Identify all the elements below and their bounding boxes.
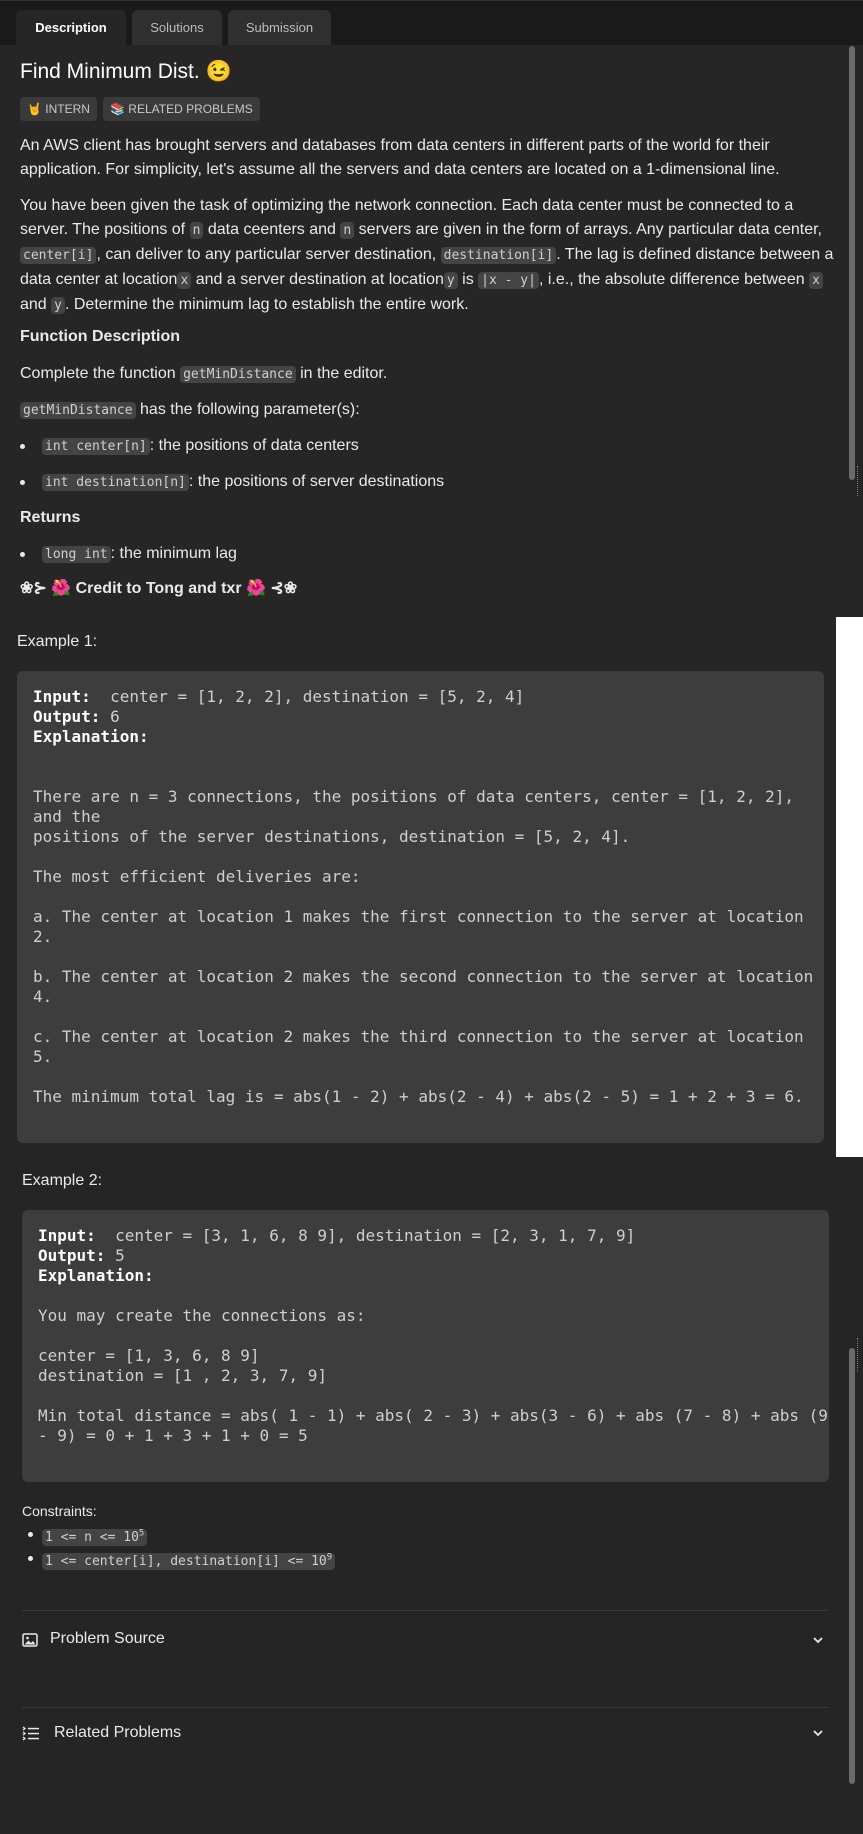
bullet-dot — [28, 1556, 33, 1561]
param-item — [20, 434, 359, 459]
inline-code: destination[i] — [441, 247, 557, 264]
scrollbar-thumb[interactable] — [849, 1348, 855, 1784]
task-text: and a server destination at location — [191, 271, 444, 288]
task-text: and — [20, 296, 52, 313]
divider — [22, 1707, 828, 1708]
explanation-line: - 9) = 0 + 1 + 3 + 1 + 0 = 5 — [38, 1426, 308, 1445]
chevron-down-icon — [812, 1727, 824, 1739]
returns-heading: Returns — [20, 509, 81, 526]
credit-line: ❀⊱ 🌺 Credit to Tong and txr 🌺 ⊰❀ — [20, 580, 298, 597]
complete-function-line — [20, 362, 835, 387]
accordion-label: Related Problems — [54, 1724, 182, 1741]
related-problems-accordion[interactable] — [22, 1715, 828, 1751]
image-icon — [22, 1632, 38, 1648]
output-label: Output: — [33, 707, 101, 726]
input-label: Input: — [38, 1226, 96, 1245]
inline-code: n — [190, 222, 204, 239]
constraint-exponent: 9 — [326, 1553, 333, 1563]
task-text: You have been given the task of optimizing the network connection. Each data center must be connected to a server. The positions of — [20, 197, 794, 238]
task-text: . Determine the minimum lag to establish the entire work. — [64, 296, 469, 313]
example2-label: Example 2: — [22, 1172, 103, 1189]
explanation-line: Min total distance = abs( 1 - 1) + abs( 2 - 3) + abs(3 - 6) + abs (7 - 8) + abs (9 — [38, 1406, 828, 1425]
task-text: data ceenters and — [203, 221, 341, 238]
inline-code: x — [177, 272, 191, 289]
example1-explanation — [33, 787, 813, 1107]
scrollbar-thumb[interactable] — [849, 46, 855, 480]
resize-handle[interactable] — [857, 466, 863, 496]
related-problems-badge[interactable]: 📚 RELATED PROBLEMS — [103, 97, 260, 121]
intro-paragraph: An AWS client has brought servers and databases from data centers in different parts of the world for their application. For simplicity, let's assume all the servers and data centers are located on a 1-dimensional line. — [20, 137, 780, 178]
output-value: 6 — [110, 707, 120, 726]
explanation-line: destination = [1 , 2, 3, 7, 9] — [38, 1366, 327, 1385]
inline-code: getMinDistance — [180, 366, 296, 383]
constraint-item — [22, 1524, 147, 1548]
tab-bar — [0, 0, 863, 45]
inline-code: |x - y| — [478, 272, 539, 289]
constraint-code — [42, 1553, 335, 1570]
explanation-line: center = [1, 3, 6, 8 9] — [38, 1346, 260, 1365]
output-label: Output: — [38, 1246, 106, 1265]
bullet-dot — [20, 552, 25, 557]
constraint-exponent: 5 — [138, 1529, 145, 1539]
explanation-line: 4. — [33, 987, 53, 1006]
inline-code: getMinDistance — [20, 402, 136, 419]
task-paragraph — [20, 194, 835, 318]
input-value: center = [1, 2, 2], destination = [5, 2, 4] — [110, 687, 525, 706]
explanation-line: b. The center at location 2 makes the second connection to the server at location — [33, 967, 814, 986]
returns-item — [20, 542, 237, 567]
task-text: , can deliver to any particular server destination, — [96, 246, 441, 263]
constraint-item — [22, 1548, 335, 1572]
task-text: servers are given in the form of arrays. Any particular data center, — [354, 221, 822, 238]
explanation-line: The most efficient deliveries are: — [33, 867, 361, 886]
list-icon — [22, 1724, 40, 1742]
constraint-code — [42, 1529, 147, 1546]
inline-code: center[i] — [20, 247, 96, 264]
explanation-label: Explanation: — [33, 727, 149, 746]
bullet-dot — [28, 1532, 33, 1537]
output-value: 5 — [115, 1246, 125, 1265]
input-value: center = [3, 1, 6, 8 9], destination = [2, 3, 1, 7, 9] — [115, 1226, 636, 1245]
side-white-panel — [836, 617, 863, 1157]
example1-block — [17, 671, 824, 1143]
param-text: : the positions of data centers — [149, 437, 359, 454]
function-description-heading: Function Description — [20, 328, 180, 345]
example2-io — [38, 1226, 828, 1446]
constraint-text: 1 <= center[i], destination[i] <= 10 — [45, 1554, 327, 1570]
divider — [22, 1610, 828, 1611]
inline-code: y — [444, 272, 458, 289]
explanation-line: a. The center at location 1 makes the first connection to the server at location — [33, 907, 804, 926]
input-label: Input: — [33, 687, 91, 706]
explanation-line: positions of the server destinations, destination = [5, 2, 4]. — [33, 827, 631, 846]
param-item — [20, 470, 444, 495]
inline-code: n — [340, 222, 354, 239]
example1-label: Example 1: — [17, 633, 98, 650]
tab-solutions[interactable]: Solutions — [132, 10, 222, 45]
explanation-line: c. The center at location 2 makes the third connection to the server at location — [33, 1027, 804, 1046]
returns-text: : the minimum lag — [110, 545, 237, 562]
explanation-line: and the — [33, 807, 101, 826]
explanation-line: 5. — [33, 1047, 53, 1066]
text: Complete the function — [20, 365, 181, 382]
inline-code: int center[n] — [42, 438, 150, 455]
inline-code: int destination[n] — [42, 474, 189, 491]
task-text: . The lag is defined distance between a data center at location — [20, 246, 834, 288]
param-text: : the positions of server destinations — [188, 473, 445, 490]
problem-title: Find Minimum Dist. 😉 — [20, 60, 232, 83]
inline-code: x — [809, 272, 823, 289]
inline-code: long int — [42, 546, 111, 563]
explanation-line: There are n = 3 connections, the positions of data centers, center = [1, 2, 2], — [33, 787, 794, 806]
resize-handle[interactable] — [857, 1338, 863, 1372]
explanation-label: Explanation: — [38, 1266, 154, 1285]
example2-block — [22, 1210, 829, 1482]
intern-badge[interactable]: 🤘 INTERN — [20, 97, 97, 121]
text: has the following parameter(s): — [135, 401, 360, 418]
tab-description[interactable]: Description — [16, 10, 126, 45]
constraints-label: Constraints: — [22, 1503, 97, 1519]
explanation-line: 2. — [33, 927, 53, 946]
bullet-dot — [20, 480, 25, 485]
problem-source-accordion[interactable] — [22, 1622, 828, 1658]
bullet-dot — [20, 444, 25, 449]
parameters-line — [20, 398, 835, 423]
tab-submission[interactable]: Submission — [228, 10, 331, 45]
constraint-text: 1 <= n <= 10 — [45, 1530, 139, 1546]
explanation-line: The minimum total lag is = abs(1 - 2) + abs(2 - 4) + abs(2 - 5) = 1 + 2 + 3 = 6. — [33, 1087, 804, 1106]
inline-code: y — [51, 297, 65, 314]
task-text: is — [457, 271, 479, 288]
example1-io — [33, 687, 524, 747]
text: in the editor. — [295, 365, 388, 382]
accordion-label: Problem Source — [50, 1630, 165, 1647]
explanation-line: You may create the connections as: — [38, 1306, 366, 1325]
task-text: , i.e., the absolute difference between — [538, 271, 810, 288]
chevron-down-icon — [812, 1634, 824, 1646]
